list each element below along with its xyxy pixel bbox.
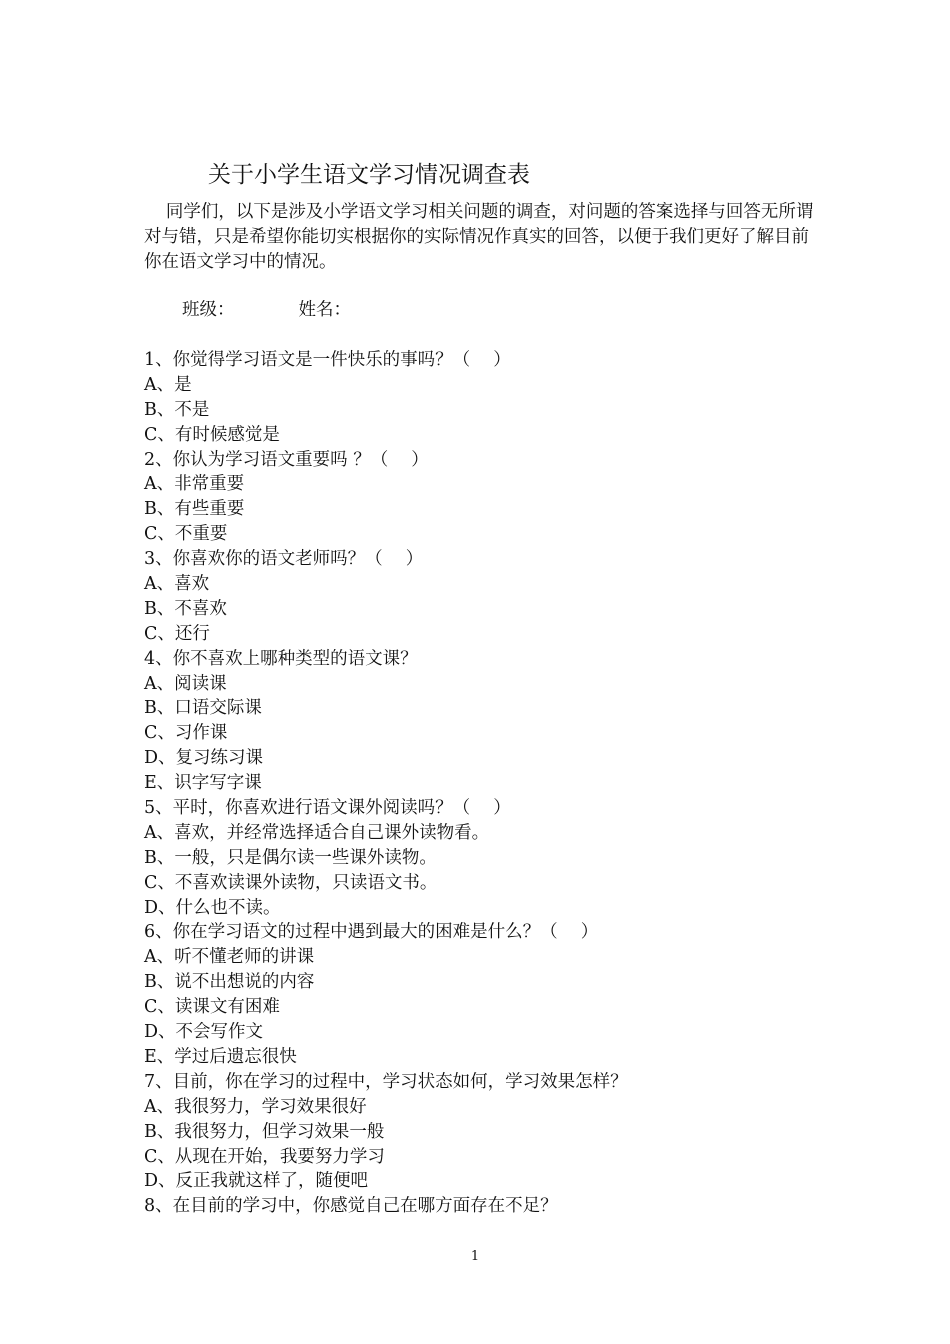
option-4c: C、习作课 [144,723,228,744]
option-2c: C、不重要 [144,524,228,545]
option-7a: A、我很努力，学习效果很好 [144,1096,367,1117]
document-title: 关于小学生语文学习情况调查表 [208,162,530,188]
intro-paragraph [144,200,814,275]
option-1c: C、有时候感觉是 [144,424,280,445]
option-4e: E、识字写字课 [144,773,262,794]
option-5a: A、喜欢，并经常选择适合自己课外读物看。 [144,822,490,843]
intro-text: 同学们，以下是涉及小学语文学习相关问题的调查，对问题的答案选择与回答无所谓对与错，只是希望你能切实根据你的实际情况作真实的回答，以便于我们更好了解目前你在语文学习中的情况。 [144,202,814,272]
option-5c: C、不喜欢读课外读物，只读语文书。 [144,872,438,893]
page-number: 1 [470,1249,480,1264]
option-6d: D、不会写作文 [144,1022,264,1043]
option-2b: B、有些重要 [144,499,245,520]
option-6c: C、读课文有困难 [144,997,280,1018]
question-list [144,348,824,1219]
question-7: 7、目前，你在学习的过程中，学习状态如何，学习效果怎样？ [144,1071,628,1092]
option-6b: B、说不出想说的内容 [144,972,315,993]
option-3a: A、喜欢 [144,574,210,595]
option-4b: B、口语交际课 [144,698,262,719]
question-6: 6、你在学习语文的过程中遇到最大的困难是什么？（ ） [144,922,599,943]
option-2a: A、非常重要 [144,474,245,495]
option-5b: B、一般，只是偶尔读一些课外读物。 [144,847,437,868]
option-1a: A、是 [144,374,192,395]
option-7c: C、从现在开始，我要努力学习 [144,1146,385,1167]
option-7b: B、我很努力，但学习效果一般 [144,1121,385,1142]
option-5d: D、什么也不读。 [144,897,281,918]
option-3c: C、还行 [144,623,210,644]
option-3b: B、不喜欢 [144,598,227,619]
question-8: 8、在目前的学习中，你感觉自己在哪方面存在不足？ [144,1196,558,1217]
question-4: 4、你不喜欢上哪种类型的语文课？ [144,648,418,669]
option-6e: E、学过后遗忘很快 [144,1046,297,1067]
name-label: 姓名： [298,300,351,320]
option-4d: D、复习练习课 [144,748,264,769]
question-2: 2、你认为学习语文重要吗 ？（ ） [144,449,429,470]
class-name-row [182,298,351,323]
class-label: 班级： [182,300,235,320]
option-1b: B、不是 [144,399,210,420]
question-1: 1、你觉得学习语文是一件快乐的事吗？（ ） [144,350,511,370]
option-6a: A、听不懂老师的讲课 [144,947,315,968]
question-3: 3、你喜欢你的语文老师吗？（ ） [144,549,424,570]
question-5: 5、平时，你喜欢进行语文课外阅读吗？（ ） [144,798,511,819]
option-7d: D、反正我就这样了，随便吧 [144,1171,369,1192]
option-4a: A、阅读课 [144,673,227,694]
